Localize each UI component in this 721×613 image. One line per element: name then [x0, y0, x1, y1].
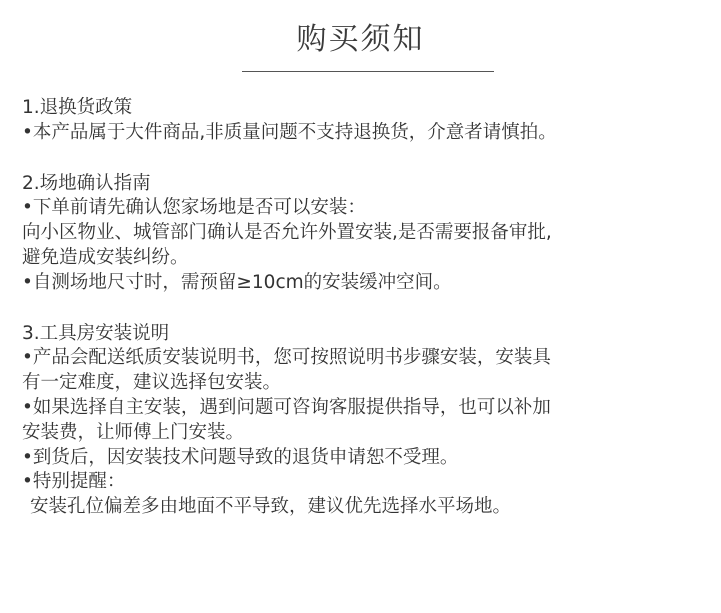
section-heading: 2.场地确认指南 — [22, 172, 151, 194]
section-line: 向小区物业、城管部门确认是否允许外置安装,是否需要报备审批, — [22, 222, 552, 244]
section-heading: 3.工具房安装说明 — [22, 322, 170, 344]
section-line: 避免造成安装纠纷。 — [22, 246, 189, 268]
section-return-policy — [22, 96, 702, 146]
section-line: •自测场地尺寸时，需预留≥10cm的安装缓冲空间。 — [22, 271, 452, 293]
page-title: 购买须知 — [296, 22, 425, 57]
section-line: •下单前请先确认您家场地是否可以安装： — [22, 197, 366, 219]
section-line: •本产品属于大件商品,非质量问题不支持退换货，介意者请慎拍。 — [22, 121, 557, 143]
title-underline — [242, 71, 494, 72]
section-line: •特别提醒： — [22, 471, 126, 493]
section-line: •到货后，因安装技术问题导致的退货申请恕不受理。 — [22, 446, 459, 468]
section-line: 有一定难度，建议选择包安装。 — [22, 372, 282, 394]
section-line: •如果选择自主安装，遇到问题可咨询客服提供指导，也可以补加 — [22, 396, 551, 418]
section-installation-guide — [22, 322, 702, 520]
section-line: 安装费，让师傅上门安装。 — [22, 421, 245, 443]
section-heading: 1.退换货政策 — [22, 97, 133, 118]
section-line: •产品会配送纸质安装说明书，您可按照说明书步骤安装，安装具 — [22, 347, 551, 369]
section-line: 安装孔位偏差多由地面不平导致，建议优先选择水平场地。 — [30, 496, 512, 518]
notice-content — [22, 96, 702, 546]
section-site-confirmation — [22, 172, 702, 296]
